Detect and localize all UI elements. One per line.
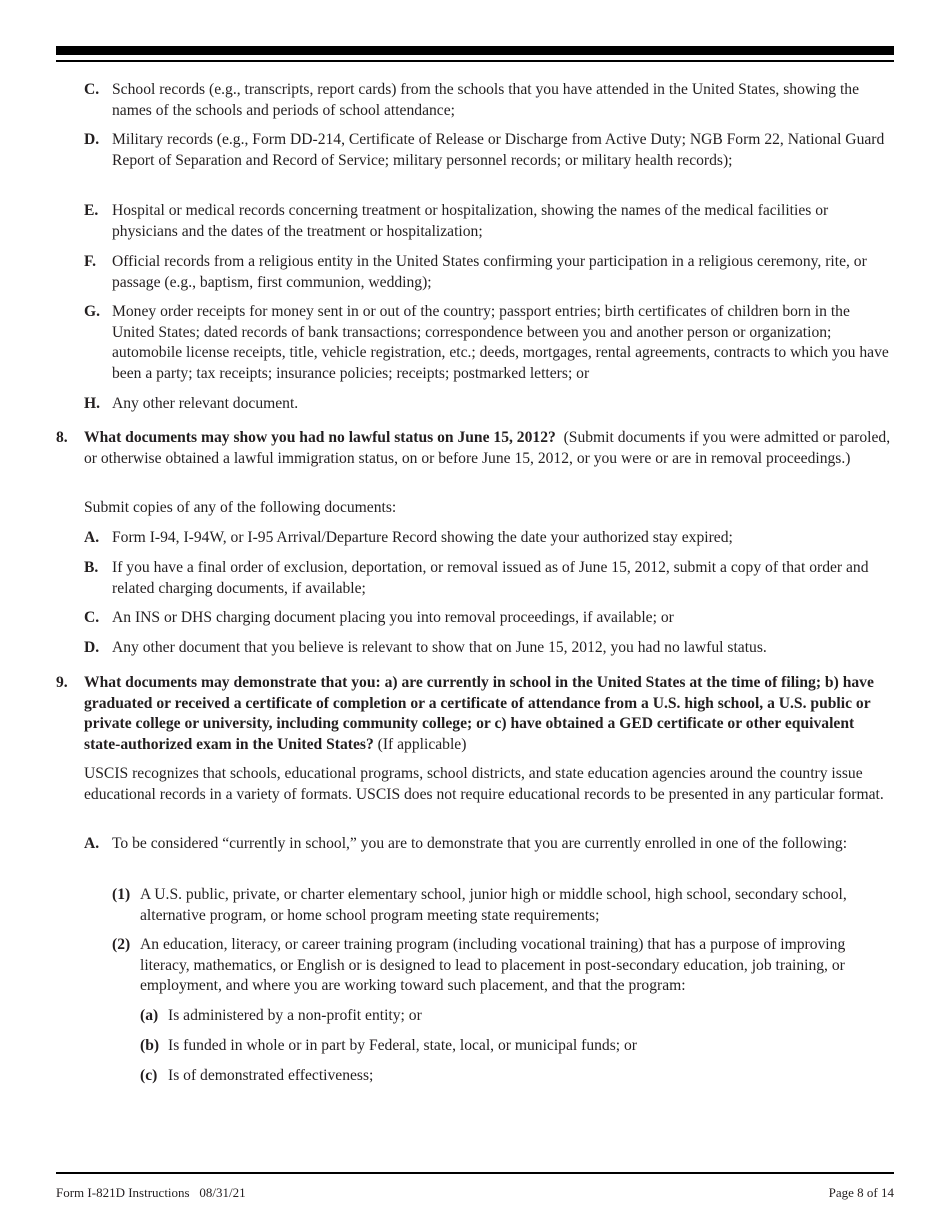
q9-subsub-item-c: (c) Is of demonstrated effectiveness;	[140, 1067, 374, 1084]
q8-item-d: D. Any other document that you believe is relevant to show that on June 15, 2012, you had no lawful status.	[84, 639, 767, 656]
question-8-note: (Submit documents if you were admitted or paroled, or otherwise obtained a lawful immigration status, on or before June 15, 2012, or you were or are in removal proceedings.)	[84, 429, 891, 467]
list-item-e: E. Hospital or medical records concerning treatment or hospitalization, showing the names of the medical facilities or physicians and the dates of the treatment or hospitalization;	[84, 202, 829, 240]
q9-item-a: A. To be considered “currently in school,” you are to demonstrate that you are currently enrolled in one of the following:	[84, 835, 848, 852]
question-9-intro: USCIS recognizes that schools, educational programs, school districts, and state education agencies around the country issue educational records in a variety of formats. USCIS does not require educational records to be presented in any particular format.	[84, 765, 884, 803]
list-item-h: H. Any other relevant document.	[84, 395, 299, 412]
q8-item-b: B. If you have a final order of exclusion, deportation, or removal issued as of June 15, 2012, submit a copy of that order and related charging documents, if available;	[84, 559, 869, 597]
q8-item-c: C. An INS or DHS charging document placing you into removal proceedings, if available; or	[84, 609, 674, 626]
header-rule-thin	[56, 60, 894, 62]
question-8-intro: Submit copies of any of the following documents:	[84, 499, 397, 516]
q8-item-a: A. Form I-94, I-94W, or I-95 Arrival/Departure Record showing the date your authorized stay expired;	[84, 529, 733, 546]
question-9: 9. What documents may demonstrate that you: a) are currently in school in the United States at the time of filing; b) have graduated or received a certificate of completion or a certificate of attendance from a U.S. high school, a U.S. public or private college or university, including community college; or c) have obtained a GED certificate or other equivalent state-authorized exam in the United States? (If applicable)	[56, 674, 874, 753]
list-item-d: D. Military records (e.g., Form DD-214, Certificate of Release or Discharge from Active Duty; NGB Form 22, National Guard Report of Separation and Record of Service; military personnel records; or military health records);	[84, 131, 885, 169]
question-8: 8. What documents may show you had no lawful status on June 15, 2012? (Submit documents if you were admitted or paroled, or otherwise obtained a lawful immigration status, on or before June 15, 2012, or you were or are in removal proceedings.)	[56, 429, 891, 467]
header-rule-thick	[56, 46, 894, 55]
q9-sub-item-1: (1) A U.S. public, private, or charter elementary school, junior high or middle school, high school, secondary school, alternative program, or home school program meeting state requirements;	[112, 886, 847, 924]
question-8-heading: What documents may show you had no lawful status on June 15, 2012?	[84, 429, 556, 446]
q9-sub-item-2: (2) An education, literacy, or career training program (including vocational training) that has a purpose of improving literacy, mathematics, or English or is designed to lead to placement in post-secondary education, job training, or employment, and where you are working toward such placement, and that the program:	[112, 936, 846, 994]
list-item-f: F. Official records from a religious entity in the United States confirming your participation in a religious ceremony, rite, or passage (e.g., baptism, first communion, wedding);	[84, 253, 867, 291]
question-9-note: (If applicable)	[377, 735, 467, 753]
q9-subsub-item-a: (a) Is administered by a non-profit entity; or	[140, 1007, 422, 1024]
footer-page-number: Page 8 of 14	[828, 1185, 894, 1200]
q9-subsub-item-b: (b) Is funded in whole or in part by Federal, state, local, or municipal funds; or	[140, 1037, 637, 1054]
footer-rule	[56, 1172, 894, 1174]
footer-form-id: Form I-821D Instructions 08/31/21	[56, 1185, 246, 1200]
question-9-heading: What documents may demonstrate that you: a) are currently in school in the United States at the time of filing; b) have graduated or received a certificate of completion or a certificate of attendance from a U.S. high school, a U.S. public or private college or university, including community college; or c) have obtained a GED certificate or other equivalent state-authorized exam in the United States?	[84, 674, 874, 753]
list-item-g: G. Money order receipts for money sent in or out of the country; passport entries; birth certificates of children born in the United States; dated records of bank transactions; correspondence between you and another person or organization; automobile license receipts, title, vehicle registration, etc.; deeds, mortgages, rental agreements, contracts to which you have been a party; tax receipts; insurance policies; receipts; postmarked letters; or	[84, 303, 889, 382]
list-item-c: C. School records (e.g., transcripts, report cards) from the schools that you have attended in the United States, showing the names of the schools and periods of school attendance;	[84, 81, 860, 119]
